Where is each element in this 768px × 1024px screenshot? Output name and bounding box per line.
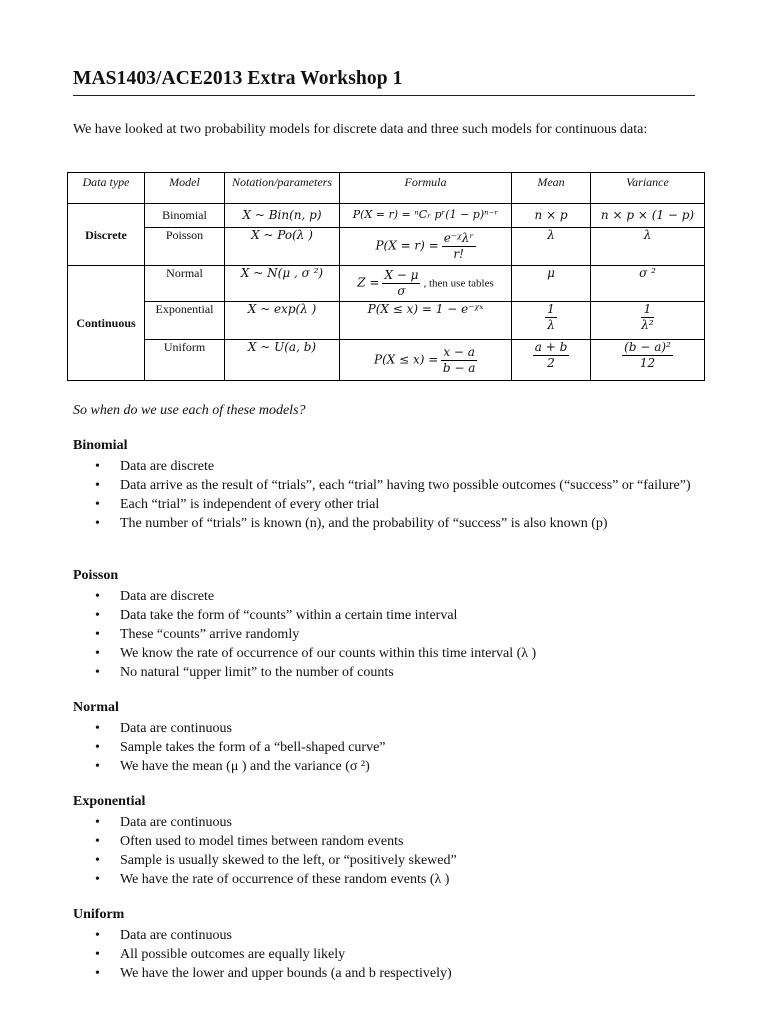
list-item: • Data are discrete [73, 457, 693, 476]
bullet-list-binomial [73, 457, 693, 533]
section-title-normal: Normal [73, 700, 119, 715]
variance-cell: n × p × (1 − p) [591, 204, 705, 228]
models-table [67, 172, 705, 381]
intro-paragraph: We have looked at two probability models for discrete data and three such models for continuous data: [73, 122, 648, 137]
notation-cell: X ~ N(μ , σ ²) [225, 266, 340, 302]
category-discrete: Discrete [68, 204, 145, 266]
list-item: • All possible outcomes are equally likely [73, 945, 693, 964]
model-cell: Uniform [145, 340, 225, 381]
formula-denominator: b − a [442, 360, 476, 375]
list-item: • No natural “upper limit” to the number of counts [73, 663, 693, 682]
table-row-exponential [68, 302, 705, 340]
variance-denominator: λ² [641, 318, 654, 332]
model-cell: Normal [145, 266, 225, 302]
formula-denominator: σ [397, 284, 406, 298]
list-item: • We have the rate of occurrence of these random events (λ ) [73, 870, 693, 889]
variance-cell: σ ² [591, 266, 705, 302]
formula-cell: P(X ≤ x) = 1 − e⁻ᵡˣ [340, 302, 512, 340]
question-heading: So when do we use each of these models? [73, 403, 306, 418]
notation-cell: X ~ exp(λ ) [225, 302, 340, 340]
table-header-row [68, 173, 705, 204]
model-cell: Poisson [145, 228, 225, 266]
variance-cell [591, 302, 705, 340]
notation-cell: X ~ Bin(n, p) [225, 204, 340, 228]
bullet-list-exponential [73, 813, 693, 889]
variance-denominator: 12 [639, 356, 656, 370]
notation-cell: X ~ U(a, b) [225, 340, 340, 381]
section-title-uniform: Uniform [73, 907, 125, 922]
table-row-normal [68, 266, 705, 302]
header-model: Model [145, 173, 225, 204]
mean-cell: λ [512, 228, 591, 266]
page-title: MAS1403/ACE2013 Extra Workshop 1 [73, 68, 403, 89]
list-item: • Data take the form of “counts” within a certain time interval [73, 606, 693, 625]
mean-cell: n × p [512, 204, 591, 228]
mean-cell [512, 340, 591, 381]
variance-numerator: (b − a)² [624, 340, 671, 354]
variance-numerator: 1 [641, 302, 653, 318]
section-title-poisson: Poisson [73, 568, 119, 583]
formula-tail: , then use tables [423, 277, 494, 290]
mean-denominator: λ [547, 318, 555, 332]
notation-cell: X ~ Po(λ ) [225, 228, 340, 266]
formula-fraction [441, 345, 477, 376]
title-rule [73, 95, 695, 96]
header-mean: Mean [512, 173, 591, 204]
list-item: • These “counts” arrive randomly [73, 625, 693, 644]
bullet-list-uniform [73, 926, 693, 983]
formula-numerator: X − μ [384, 268, 419, 282]
list-item: • We have the mean (μ ) and the variance (σ ²) [73, 757, 693, 776]
formula-fraction [382, 268, 420, 299]
formula-lhs: P(X ≤ x) = [374, 351, 439, 366]
header-variance: Variance [591, 173, 705, 204]
table-row-poisson [68, 228, 705, 266]
variance-fraction [641, 302, 653, 333]
formula-numerator: e⁻ᵡλʳ [443, 231, 474, 245]
formula-numerator: x − a [443, 344, 475, 359]
mean-fraction [545, 302, 557, 333]
list-item: • Often used to model times between random events [73, 832, 693, 851]
section-title-exponential: Exponential [73, 794, 146, 809]
formula-cell [340, 228, 512, 266]
header-data-type: Data type [68, 173, 145, 204]
formula-fraction [442, 231, 476, 262]
mean-numerator: a + b [534, 340, 568, 354]
model-cell: Exponential [145, 302, 225, 340]
list-item: • Sample is usually skewed to the left, or “positively skewed” [73, 851, 693, 870]
list-item: • The number of “trials” is known (n), and the probability of “success” is also known (p) [73, 514, 693, 533]
list-item: • We know the rate of occurrence of our counts within this time interval (λ ) [73, 644, 693, 663]
list-item: • Data arrive as the result of “trials”, each “trial” having two possible outcomes (“success” or “failure”) [73, 476, 693, 495]
section-title-binomial: Binomial [73, 438, 128, 453]
variance-cell: λ [591, 228, 705, 266]
formula-cell: P(X = r) = ⁿCᵣ pʳ(1 − p)ⁿ⁻ʳ [340, 204, 512, 228]
table-row-uniform [68, 340, 705, 381]
category-continuous: Continuous [68, 266, 145, 381]
header-formula: Formula [340, 173, 512, 204]
list-item: • Data are continuous [73, 926, 693, 945]
bullet-list-normal [73, 719, 693, 776]
mean-cell [512, 302, 591, 340]
formula-lhs: Z = [357, 275, 380, 290]
mean-denominator: 2 [547, 356, 555, 370]
variance-fraction [622, 340, 673, 371]
formula-cell [340, 266, 512, 302]
list-item: • We have the lower and upper bounds (a and b respectively) [73, 964, 693, 983]
header-notation: Notation/parameters [225, 173, 340, 204]
list-item: • Data are discrete [73, 587, 693, 606]
mean-numerator: 1 [547, 302, 555, 316]
list-item: • Data are continuous [73, 813, 693, 832]
mean-cell: μ [512, 266, 591, 302]
bullet-list-poisson [73, 587, 693, 682]
list-item: • Data are continuous [73, 719, 693, 738]
variance-cell [591, 340, 705, 381]
formula-cell [340, 340, 512, 381]
table-row-binomial [68, 204, 705, 228]
formula-denominator: r! [453, 247, 464, 261]
list-item: • Sample takes the form of a “bell-shaped curve” [73, 738, 693, 757]
mean-fraction [533, 340, 570, 371]
formula-lhs: P(X = r) = [375, 238, 439, 253]
model-cell: Binomial [145, 204, 225, 228]
list-item: • Each “trial” is independent of every other trial [73, 495, 693, 514]
